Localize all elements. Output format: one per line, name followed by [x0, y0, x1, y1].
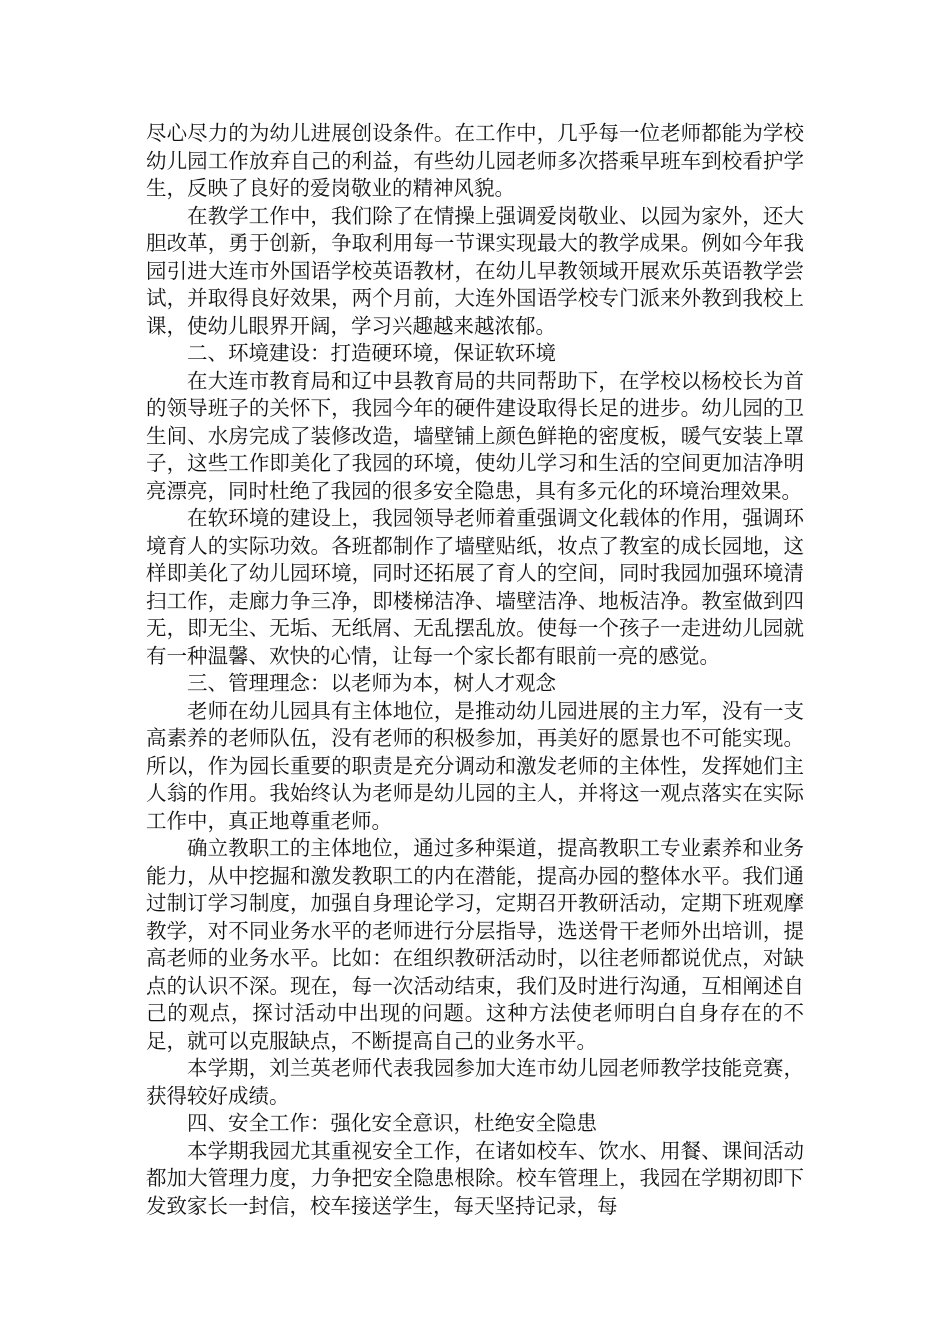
document-body	[146, 120, 804, 1220]
section-heading-safety: 四、安全工作：强化安全意识，杜绝安全隐患	[187, 1111, 597, 1135]
paragraph: 本学期，刘兰英老师代表我园参加大连市幼儿园老师教学技能竞赛，获得较好成绩。	[146, 1056, 804, 1108]
paragraph: 老师在幼儿园具有主体地位，是推动幼儿园进展的主力军，没有一支高素养的老师队伍，没有老师的积极参加，再美好的愿景也不可能实现。所以，作为园长重要的职责是充分调动和激发老师的主体性，发挥她们主人翁的作用。我始终认为老师是幼儿园的主人，并将这一观点落实在实际工作中，真正地尊重老师。	[146, 698, 804, 833]
paragraph: 在软环境的建设上，我园领导老师着重强调文化载体的作用，强调环境育人的实际功效。各班都制作了墙壁贴纸，妆点了教室的成长园地，这样即美化了幼儿园环境，同时还拓展了育人的空间，同时我园加强环境清扫工作，走廊力争三净，即楼梯洁净、墙壁洁净、地板洁净。教室做到四无，即无尘、无垢、无纸屑、无乱摆乱放。使每一个孩子一走进幼儿园就有一种温馨、欢快的心情，让每一个家长都有眼前一亮的感觉。	[146, 506, 804, 668]
paragraph-continued: 尽心尽力的为幼儿进展创设条件。在工作中，几乎每一位老师都能为学校幼儿园工作放弃自己的利益，有些幼儿园老师多次搭乘早班车到校看护学生，反映了良好的爱岗敬业的精神风貌。	[146, 121, 804, 200]
section-heading-environment: 二、环境建设：打造硬环境，保证软环境	[187, 341, 556, 365]
paragraph: 在教学工作中，我们除了在情操上强调爱岗敬业、以园为家外，还大胆改革，勇于创新，争取利用每一节课实现最大的教学成果。例如今年我园引进大连市外国语学校英语教材，在幼儿早教领域开展欢乐英语教学尝试，并取得良好效果，两个月前，大连外国语学校专门派来外教到我校上课，使幼儿眼界开阔，学习兴趣越来越浓郁。	[146, 203, 804, 338]
paragraph: 在大连市教育局和辽中县教育局的共同帮助下，在学校以杨校长为首的领导班子的关怀下，我园今年的硬件建设取得长足的进步。幼儿园的卫生间、水房完成了装修改造，墙壁铺上颜色鲜艳的密度板，暖气安装上罩子，这些工作即美化了我园的环境，使幼儿学习和生活的空间更加洁净明亮漂亮，同时杜绝了我园的很多安全隐患，具有多元化的环境治理效果。	[146, 368, 804, 503]
paragraph: 本学期我园尤其重视安全工作，在诸如校车、饮水、用餐、课间活动都加大管理力度，力争把安全隐患根除。校车管理上，我园在学期初即下发致家长一封信，校车接送学生，每天坚持记录，每	[146, 1138, 804, 1218]
paragraph: 确立教职工的主体地位，通过多种渠道，提高教职工专业素养和业务能力，从中挖掘和激发教职工的内在潜能，提高办园的整体水平。我们通过制订学习制度，加强自身理论学习，定期召开教研活动，定期下班观摩教学，对不同业务水平的老师进行分层指导，选送骨干老师外出培训，提高老师的业务水平。比如：在组织教研活动时，以往老师都说优点，对缺点的认识不深。现在，每一次活动结束，我们及时进行沟通，互相阐述自己的观点，探讨活动中出现的问题。这种方法使老师明白自身存在的不足，就可以克服缺点，不断提高自己的业务水平。	[146, 836, 804, 1053]
section-heading-management: 三、管理理念：以老师为本，树人才观念	[187, 671, 556, 695]
